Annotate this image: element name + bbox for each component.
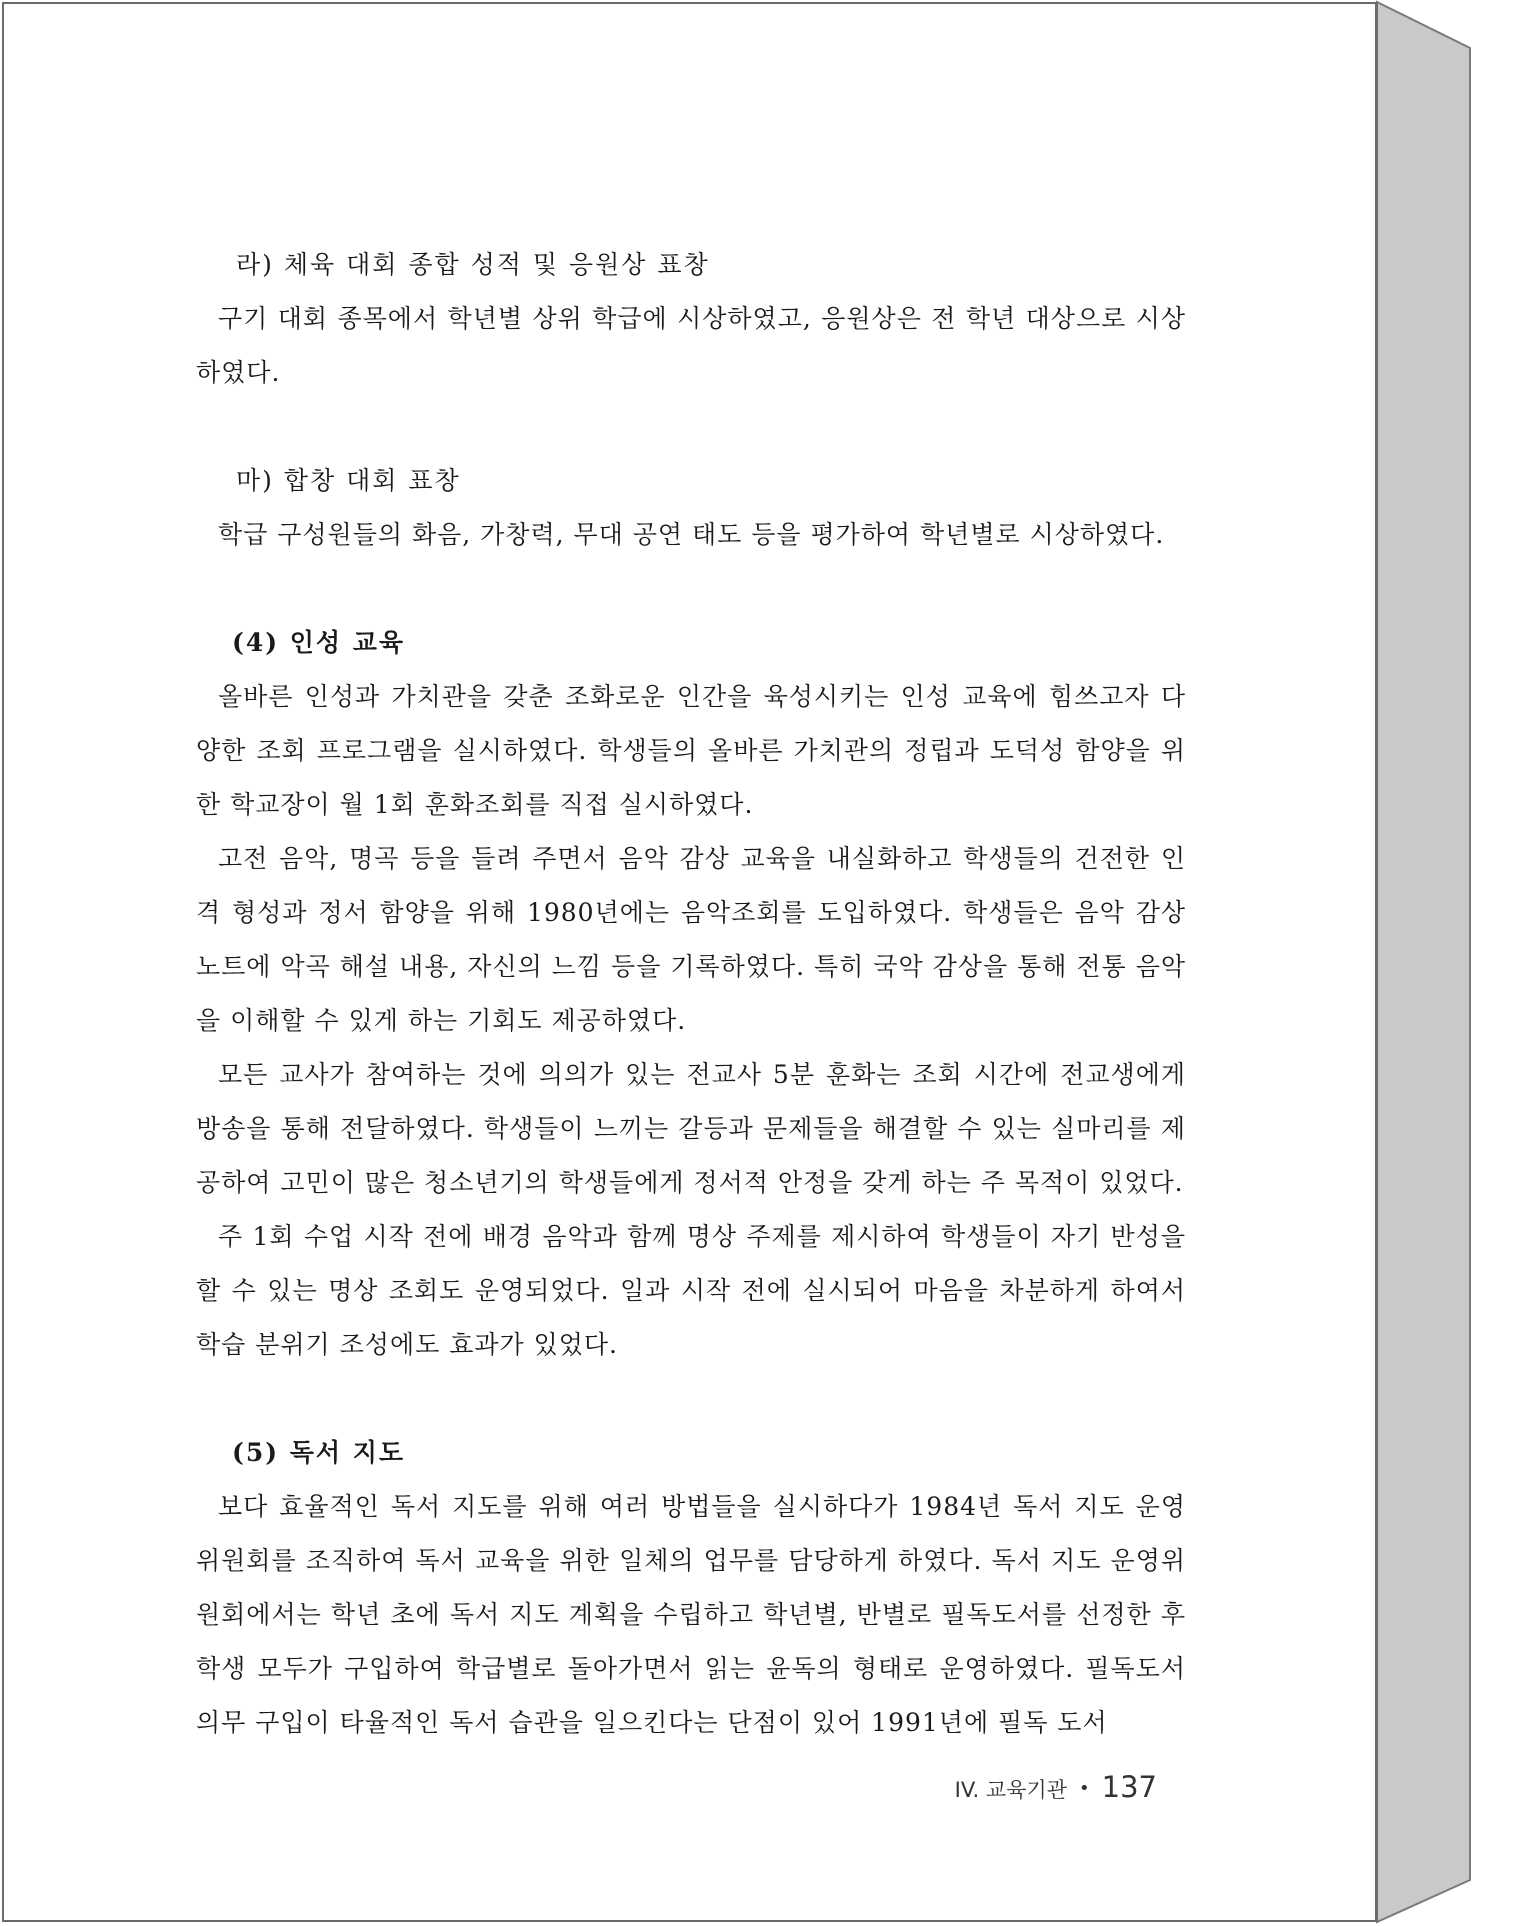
paragraph-s4-3: 모든 교사가 참여하는 것에 의의가 있는 전교사 5분 훈화는 조회 시간에 전교생에게 방송을 통해 전달하였다. 학생들이 느끼는 갈등과 문제들을 해결할 수 있는 실마리를 제공하여 고민이 많은 청소년기의 학생들에게 정서적 안정을 갖게 하는 주 목적이 있었다. [196, 1060, 1186, 1197]
section-heading-4: (4) 인성 교육 [232, 628, 406, 657]
paragraph-ra: 구기 대회 종목에서 학년별 상위 학급에 시상하였고, 응원상은 전 학년 대상으로 시상하였다. [196, 304, 1186, 387]
paragraph-ma: 학급 구성원들의 화음, 가창력, 무대 공연 태도 등을 평가하여 학년별로 시상하였다. [218, 520, 1165, 549]
footer-bullet: • [1079, 1778, 1090, 1799]
subsection-heading-ma: 마) 합창 대회 표창 [236, 466, 461, 495]
subsection-heading-ra: 라) 체육 대회 종합 성적 및 응원상 표창 [236, 250, 710, 279]
paragraph-s4-1: 올바른 인성과 가치관을 갖춘 조화로운 인간을 육성시키는 인성 교육에 힘쓰고자 다양한 조회 프로그램을 실시하였다. 학생들의 올바른 가치관의 정립과 도덕성 함양을 위한 학교장이 월 1회 훈화조회를 직접 실시하였다. [196, 682, 1186, 819]
paragraph-s4-2: 고전 음악, 명곡 등을 들려 주면서 음악 감상 교육을 내실화하고 학생들의 건전한 인격 형성과 정서 함양을 위해 1980년에는 음악조회를 도입하였다. 학생들은 음악 감상 노트에 악곡 해설 내용, 자신의 느낌 등을 기록하였다. 특히 국악 감상을 통해 전통 음악을 이해할 수 있게 하는 기회도 제공하였다. [196, 844, 1186, 1035]
paragraph-s4-4: 주 1회 수업 시작 전에 배경 음악과 함께 명상 주제를 제시하여 학생들이 자기 반성을 할 수 있는 명상 조회도 운영되었다. 일과 시작 전에 실시되어 마음을 차분하게 하여서 학습 분위기 조성에도 효과가 있었다. [196, 1222, 1186, 1359]
footer-chapter: IV. 교육기관 [954, 1778, 1068, 1802]
page-footer [955, 1770, 1157, 1804]
paragraph-s5: 보다 효율적인 독서 지도를 위해 여러 방법들을 실시하다가 1984년 독서 지도 운영위원회를 조직하여 독서 교육을 위한 일체의 업무를 담당하게 하였다. 독서 지도 운영위원회에서는 학년 초에 독서 지도 계획을 수립하고 학년별, 반별로 필독도서를 선정한 후 학생 모두가 구입하여 학급별로 돌아가면서 읽는 윤독의 형태로 운영하였다. 필독도서 의무 구입이 타율적인 독서 습관을 일으킨다는 단점이 있어 1991년에 필독 도서 [196, 1492, 1186, 1737]
page-number: 137 [1101, 1770, 1157, 1804]
page-content [196, 238, 1186, 1750]
section-heading-5: (5) 독서 지도 [232, 1438, 406, 1467]
